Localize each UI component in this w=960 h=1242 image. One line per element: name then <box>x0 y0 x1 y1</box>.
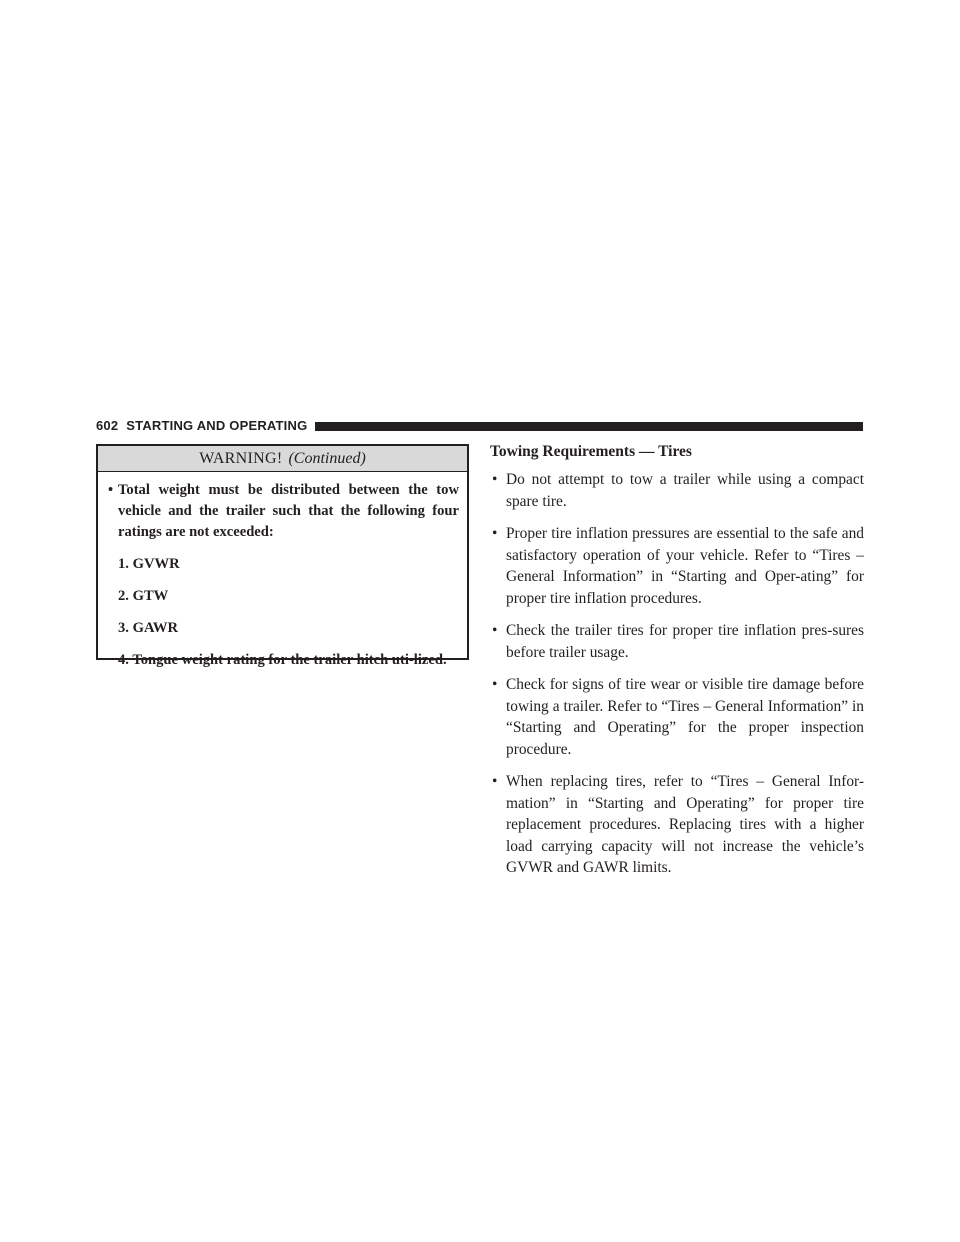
section-title: Towing Requirements — Tires <box>490 443 692 460</box>
page-number: 602 <box>96 418 119 433</box>
page-header-text <box>96 418 315 434</box>
section-name: STARTING AND OPERATING <box>126 418 308 433</box>
bullet-symbol: • <box>492 622 498 639</box>
list-item-text: Do not attempt to tow a trailer while using a compact spare tire. <box>506 471 864 510</box>
rating-item-gtw: 2. GTW <box>118 588 169 604</box>
bullet-symbol: • <box>492 471 498 488</box>
list-item <box>490 523 864 609</box>
list-item <box>490 674 864 760</box>
warning-title: WARNING! <box>199 450 283 467</box>
list-item-text: Proper tire inflation pressures are essential to the safe and satisfactory operation of your vehicle. Refer to “Tires – General Information” in “Starting and Oper-ating” for proper tire inflation procedures. <box>506 525 864 607</box>
list-item-text: Check the trailer tires for proper tire inflation pres-sures before trailer usage. <box>506 622 864 661</box>
list-item <box>490 469 864 512</box>
warning-header <box>98 446 467 472</box>
list-item <box>490 620 864 663</box>
bullet-symbol: • <box>492 676 498 693</box>
warning-box <box>96 444 469 668</box>
bullet-symbol: • <box>108 482 114 498</box>
page-header <box>96 418 863 434</box>
list-item-text: When replacing tires, refer to “Tires – General Infor-mation” in “Starting and Operating” for proper tire replacement procedures. Replacing tires with a higher load carrying capacity will not increase the vehicle’s GVWR and GAWR limits. <box>506 773 864 876</box>
rating-item-gvwr: 1. GVWR <box>118 556 180 572</box>
warning-continued: (Continued) <box>288 450 366 467</box>
rating-item-gawr: 3. GAWR <box>118 620 178 636</box>
warning-body <box>98 472 467 671</box>
warning-bullet <box>108 480 459 543</box>
list-item <box>490 771 864 879</box>
rating-item-tongue-weight: 4. Tongue weight rating for the trailer hitch uti-lized. <box>118 652 447 668</box>
bullet-symbol: • <box>492 773 498 790</box>
bullet-symbol: • <box>492 525 498 542</box>
header-rule <box>315 422 863 431</box>
list-item-text: Check for signs of tire wear or visible tire damage before towing a trailer. Refer to “Tires – General Information” in “Starting and Operating” for the proper inspection procedure. <box>506 676 864 758</box>
towing-section <box>490 441 864 890</box>
warning-bullet-text: Total weight must be distributed between the tow vehicle and the trailer such that the following four ratings are not exceeded: <box>118 482 459 540</box>
